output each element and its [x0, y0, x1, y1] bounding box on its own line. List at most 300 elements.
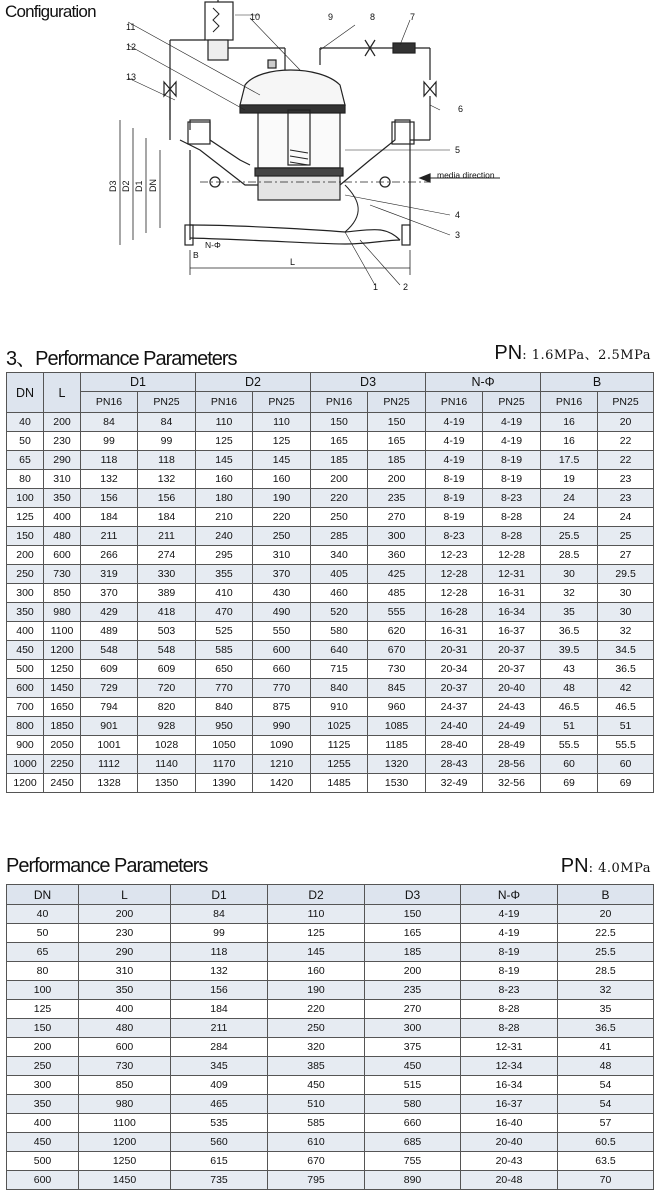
table-cell: 300	[7, 1076, 79, 1095]
table-cell: 770	[196, 679, 253, 698]
table-cell: 100	[7, 981, 79, 1000]
table-cell: 22	[598, 432, 654, 451]
table-cell: 230	[79, 924, 171, 943]
label-10: 10	[250, 12, 261, 22]
table-cell: 585	[196, 641, 253, 660]
table-cell: 1250	[44, 660, 81, 679]
table-cell: 25.5	[558, 943, 654, 962]
table-cell: 400	[7, 622, 44, 641]
table-cell: 520	[311, 603, 368, 622]
table-cell: 480	[44, 527, 81, 546]
table-cell: 16-37	[461, 1095, 558, 1114]
table-cell: 39.5	[541, 641, 598, 660]
table-cell: 46.5	[598, 698, 654, 717]
table-cell: 375	[365, 1038, 461, 1057]
table-cell: 300	[368, 527, 426, 546]
table-cell: 270	[365, 1000, 461, 1019]
table-cell: 156	[171, 981, 268, 1000]
table-cell: 840	[196, 698, 253, 717]
table-cell: 20-31	[426, 641, 483, 660]
table-cell: 409	[171, 1076, 268, 1095]
table-cell: 548	[81, 641, 138, 660]
table-cell: 470	[196, 603, 253, 622]
label-12: 12	[126, 42, 137, 52]
table-cell: 735	[171, 1171, 268, 1190]
table-cell: 548	[138, 641, 196, 660]
table-cell: 24	[541, 508, 598, 527]
table-cell: 450	[7, 641, 44, 660]
table-row	[7, 584, 654, 603]
table-cell: 310	[44, 470, 81, 489]
table-cell: 110	[196, 413, 253, 432]
table-cell: 840	[311, 679, 368, 698]
table-cell: 16-34	[461, 1076, 558, 1095]
header-pn25: PN25	[483, 392, 541, 413]
table-cell: 4-19	[483, 413, 541, 432]
table-cell: 12-34	[461, 1057, 558, 1076]
table-cell: 330	[138, 565, 196, 584]
table-cell: 235	[365, 981, 461, 1000]
table-cell: 660	[365, 1114, 461, 1133]
table-cell: 240	[196, 527, 253, 546]
table-cell: 585	[268, 1114, 365, 1133]
table-cell: 1025	[311, 717, 368, 736]
table-cell: 220	[268, 1000, 365, 1019]
pn-rating-2: PN: 4.0MPa	[560, 855, 651, 877]
table-cell: 1250	[79, 1152, 171, 1171]
table-cell: 503	[138, 622, 196, 641]
table-header: DN	[7, 885, 79, 905]
table-cell: 8-28	[461, 1000, 558, 1019]
parameters-table-pn40	[6, 884, 654, 1190]
table-header: D2	[268, 885, 365, 905]
l-label: L	[290, 257, 296, 267]
table-cell: 16-28	[426, 603, 483, 622]
table-cell: 274	[138, 546, 196, 565]
table-cell: 160	[196, 470, 253, 489]
table-cell: 600	[253, 641, 311, 660]
table-header: D1	[171, 885, 268, 905]
table-cell: 20-40	[483, 679, 541, 698]
label-13: 13	[126, 72, 137, 82]
table-cell: 57	[558, 1114, 654, 1133]
table-row	[7, 508, 654, 527]
table-row	[7, 1133, 654, 1152]
table-cell: 125	[7, 1000, 79, 1019]
table-cell: 150	[7, 527, 44, 546]
table-cell: 20-37	[483, 660, 541, 679]
table-cell: 250	[7, 565, 44, 584]
table-cell: 525	[196, 622, 253, 641]
header-d3: D3	[311, 373, 426, 392]
table-cell: 1100	[79, 1114, 171, 1133]
table-cell: 2450	[44, 774, 81, 793]
table-header: D3	[365, 885, 461, 905]
table-cell: 610	[268, 1133, 365, 1152]
table-row	[7, 698, 654, 717]
table-cell: 32	[598, 622, 654, 641]
pilot-valve-body	[205, 2, 233, 40]
table-row	[7, 451, 654, 470]
table-cell: 670	[368, 641, 426, 660]
table-cell: 80	[7, 962, 79, 981]
table-cell: 250	[7, 1057, 79, 1076]
table-cell: 20-43	[461, 1152, 558, 1171]
table-cell: 1085	[368, 717, 426, 736]
table-cell: 990	[253, 717, 311, 736]
table-cell: 125	[268, 924, 365, 943]
table-cell: 28-49	[483, 736, 541, 755]
table-cell: 184	[171, 1000, 268, 1019]
table-cell: 400	[7, 1114, 79, 1133]
table-cell: 19	[541, 470, 598, 489]
table-cell: 28-40	[426, 736, 483, 755]
label-3: 3	[455, 230, 461, 240]
d2-label: D2	[121, 180, 131, 192]
header-dn: DN	[7, 373, 44, 413]
table-cell: 35	[558, 1000, 654, 1019]
table-row	[7, 1019, 654, 1038]
table-cell: 370	[81, 584, 138, 603]
table-cell: 60.5	[558, 1133, 654, 1152]
table-cell: 184	[81, 508, 138, 527]
table-cell: 20-40	[461, 1133, 558, 1152]
table-cell: 910	[311, 698, 368, 717]
table-cell: 535	[171, 1114, 268, 1133]
table-cell: 28.5	[558, 962, 654, 981]
table-cell: 28.5	[541, 546, 598, 565]
label-8: 8	[370, 12, 376, 22]
table-cell: 715	[311, 660, 368, 679]
table-cell: 950	[196, 717, 253, 736]
table-row	[7, 1171, 654, 1190]
table-cell: 250	[253, 527, 311, 546]
table-cell: 1390	[196, 774, 253, 793]
table-cell: 165	[311, 432, 368, 451]
table-cell: 890	[365, 1171, 461, 1190]
table-cell: 450	[7, 1133, 79, 1152]
table-cell: 418	[138, 603, 196, 622]
table-cell: 600	[79, 1038, 171, 1057]
table-cell: 405	[311, 565, 368, 584]
table-cell: 615	[171, 1152, 268, 1171]
table-cell: 50	[7, 432, 44, 451]
table-cell: 20-37	[426, 679, 483, 698]
table-cell: 295	[196, 546, 253, 565]
table-cell: 490	[253, 603, 311, 622]
table-cell: 125	[7, 508, 44, 527]
table-cell: 16-31	[483, 584, 541, 603]
header-n-phi: N-Φ	[426, 373, 541, 392]
table-cell: 8-19	[426, 508, 483, 527]
table-cell: 200	[311, 470, 368, 489]
table-cell: 70	[558, 1171, 654, 1190]
table-cell: 1200	[44, 641, 81, 660]
table-cell: 8-23	[426, 527, 483, 546]
table-cell: 28-56	[483, 755, 541, 774]
table-cell: 165	[365, 924, 461, 943]
table-cell: 40	[7, 413, 44, 432]
table-cell: 185	[365, 943, 461, 962]
table-row	[7, 905, 654, 924]
table-cell: 730	[368, 660, 426, 679]
performance-title-2: Performance Parameters	[6, 855, 208, 877]
table-cell: 730	[44, 565, 81, 584]
table-cell: 845	[368, 679, 426, 698]
table-cell: 4-19	[426, 432, 483, 451]
table-row	[7, 1152, 654, 1171]
table-cell: 145	[268, 943, 365, 962]
header-pn25: PN25	[138, 392, 196, 413]
table-cell: 450	[268, 1076, 365, 1095]
table-cell: 729	[81, 679, 138, 698]
table-cell: 555	[368, 603, 426, 622]
table-cell: 4-19	[461, 924, 558, 943]
table-cell: 1185	[368, 736, 426, 755]
table-cell: 25.5	[541, 527, 598, 546]
table-cell: 480	[79, 1019, 171, 1038]
table-cell: 132	[81, 470, 138, 489]
label-7: 7	[410, 12, 416, 22]
table-cell: 32-56	[483, 774, 541, 793]
table-cell: 980	[79, 1095, 171, 1114]
table-cell: 8-19	[426, 470, 483, 489]
table-cell: 350	[44, 489, 81, 508]
table-cell: 30	[541, 565, 598, 584]
table-cell: 600	[7, 1171, 79, 1190]
table-cell: 720	[138, 679, 196, 698]
table-cell: 30	[598, 603, 654, 622]
table-cell: 200	[79, 905, 171, 924]
table-cell: 24-43	[483, 698, 541, 717]
table-cell: 1650	[44, 698, 81, 717]
table-cell: 820	[138, 698, 196, 717]
table-row	[7, 924, 654, 943]
table-cell: 580	[365, 1095, 461, 1114]
header-pn16: PN16	[81, 392, 138, 413]
header-pn25: PN25	[253, 392, 311, 413]
table-cell: 609	[138, 660, 196, 679]
table-cell: 285	[311, 527, 368, 546]
d1-label: D1	[134, 180, 144, 192]
table-row	[7, 717, 654, 736]
table-cell: 8-19	[483, 451, 541, 470]
table-cell: 51	[598, 717, 654, 736]
table-cell: 465	[171, 1095, 268, 1114]
table-cell: 34.5	[598, 641, 654, 660]
n-phi-label: N-Φ	[205, 240, 221, 250]
table-cell: 32-49	[426, 774, 483, 793]
header-pn16: PN16	[311, 392, 368, 413]
table-cell: 125	[196, 432, 253, 451]
table-cell: 1100	[44, 622, 81, 641]
table-cell: 850	[44, 584, 81, 603]
table-cell: 1485	[311, 774, 368, 793]
table-row	[7, 546, 654, 565]
table-cell: 210	[196, 508, 253, 527]
table-cell: 23	[598, 470, 654, 489]
header-d2: D2	[196, 373, 311, 392]
table-cell: 185	[311, 451, 368, 470]
table-cell: 30	[598, 584, 654, 603]
table-cell: 156	[138, 489, 196, 508]
table-cell: 770	[253, 679, 311, 698]
table-cell: 20	[598, 413, 654, 432]
table-cell: 319	[81, 565, 138, 584]
table-cell: 16	[541, 413, 598, 432]
table-cell: 22	[598, 451, 654, 470]
table-cell: 755	[365, 1152, 461, 1171]
table-row	[7, 1038, 654, 1057]
valve-configuration-diagram	[95, 0, 515, 300]
table-cell: 25	[598, 527, 654, 546]
table-cell: 8-19	[461, 962, 558, 981]
label-2: 2	[403, 282, 409, 292]
table-cell: 190	[268, 981, 365, 1000]
table-cell: 84	[138, 413, 196, 432]
table-header: L	[79, 885, 171, 905]
table-cell: 250	[311, 508, 368, 527]
label-1: 1	[373, 282, 379, 292]
table-cell: 4-19	[426, 451, 483, 470]
table-row	[7, 660, 654, 679]
table-cell: 36.5	[598, 660, 654, 679]
table-cell: 389	[138, 584, 196, 603]
table-cell: 84	[171, 905, 268, 924]
table-cell: 132	[171, 962, 268, 981]
table-cell: 700	[7, 698, 44, 717]
table-cell: 230	[44, 432, 81, 451]
table-cell: 29.5	[598, 565, 654, 584]
table-cell: 24-49	[483, 717, 541, 736]
table-cell: 600	[7, 679, 44, 698]
table-cell: 310	[253, 546, 311, 565]
table-cell: 875	[253, 698, 311, 717]
table-row	[7, 527, 654, 546]
table-cell: 69	[541, 774, 598, 793]
table-cell: 1200	[79, 1133, 171, 1152]
table-cell: 100	[7, 489, 44, 508]
table-cell: 1000	[7, 755, 44, 774]
table-cell: 425	[368, 565, 426, 584]
table-cell: 1255	[311, 755, 368, 774]
header-l: L	[44, 373, 81, 413]
table-cell: 1090	[253, 736, 311, 755]
table-cell: 99	[81, 432, 138, 451]
table-cell: 670	[268, 1152, 365, 1171]
table-row	[7, 432, 654, 451]
table-row	[7, 641, 654, 660]
table-cell: 150	[365, 905, 461, 924]
table-cell: 8-28	[461, 1019, 558, 1038]
header-pn16: PN16	[196, 392, 253, 413]
table-cell: 1200	[7, 774, 44, 793]
table-row	[7, 755, 654, 774]
table-cell: 400	[44, 508, 81, 527]
table-cell: 65	[7, 943, 79, 962]
table-cell: 65	[7, 451, 44, 470]
table-row	[7, 1114, 654, 1133]
table-cell: 400	[79, 1000, 171, 1019]
table-cell: 4-19	[461, 905, 558, 924]
table-cell: 20-37	[483, 641, 541, 660]
table-cell: 20-34	[426, 660, 483, 679]
table-cell: 125	[253, 432, 311, 451]
table-cell: 489	[81, 622, 138, 641]
table-cell: 200	[44, 413, 81, 432]
table-cell: 1028	[138, 736, 196, 755]
table-cell: 320	[268, 1038, 365, 1057]
table-cell: 1001	[81, 736, 138, 755]
label-5: 5	[455, 145, 461, 155]
table-cell: 50	[7, 924, 79, 943]
table-row	[7, 1076, 654, 1095]
table-cell: 460	[311, 584, 368, 603]
table-cell: 12-28	[426, 584, 483, 603]
table-cell: 8-19	[461, 943, 558, 962]
table-cell: 80	[7, 470, 44, 489]
table-cell: 132	[138, 470, 196, 489]
table-cell: 160	[253, 470, 311, 489]
table-cell: 200	[7, 546, 44, 565]
table-cell: 36.5	[541, 622, 598, 641]
table-cell: 12-31	[483, 565, 541, 584]
table-cell: 118	[81, 451, 138, 470]
table-cell: 300	[7, 584, 44, 603]
table-cell: 46.5	[541, 698, 598, 717]
table-cell: 150	[7, 1019, 79, 1038]
table-cell: 600	[44, 546, 81, 565]
table-cell: 310	[79, 962, 171, 981]
table-cell: 36.5	[558, 1019, 654, 1038]
table-cell: 370	[253, 565, 311, 584]
table-cell: 118	[171, 943, 268, 962]
table-cell: 794	[81, 698, 138, 717]
table-cell: 284	[171, 1038, 268, 1057]
table-cell: 730	[79, 1057, 171, 1076]
table-cell: 16	[541, 432, 598, 451]
header-d1: D1	[81, 373, 196, 392]
table-cell: 20-48	[461, 1171, 558, 1190]
table-cell: 22.5	[558, 924, 654, 943]
table-cell: 150	[368, 413, 426, 432]
table-cell: 515	[365, 1076, 461, 1095]
table-cell: 24-40	[426, 717, 483, 736]
table-cell: 560	[171, 1133, 268, 1152]
table-cell: 500	[7, 660, 44, 679]
table-cell: 800	[7, 717, 44, 736]
table-cell: 385	[268, 1057, 365, 1076]
table-cell: 48	[558, 1057, 654, 1076]
table-cell: 118	[138, 451, 196, 470]
table-cell: 2250	[44, 755, 81, 774]
table-cell: 12-23	[426, 546, 483, 565]
table-cell: 980	[44, 603, 81, 622]
label-4: 4	[455, 210, 461, 220]
table-cell: 24	[598, 508, 654, 527]
table-cell: 2050	[44, 736, 81, 755]
table-cell: 180	[196, 489, 253, 508]
table-cell: 290	[44, 451, 81, 470]
table-cell: 1328	[81, 774, 138, 793]
table-cell: 24-37	[426, 698, 483, 717]
table-cell: 1450	[44, 679, 81, 698]
table-cell: 54	[558, 1076, 654, 1095]
table-cell: 28-43	[426, 755, 483, 774]
table-cell: 350	[7, 603, 44, 622]
table-cell: 928	[138, 717, 196, 736]
table-cell: 160	[268, 962, 365, 981]
